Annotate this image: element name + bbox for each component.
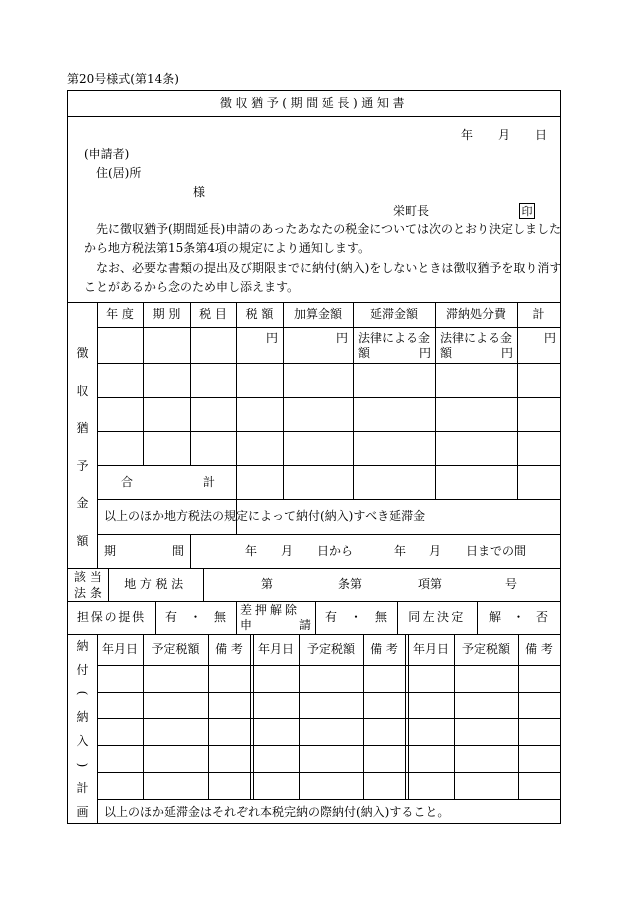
applicant-label: (申請者) [84,147,130,161]
law-name: 地方税法 [124,576,187,591]
period-to-year: 年 [394,544,407,558]
divider [68,116,560,117]
notice-form [67,90,561,824]
address-label: 住(居)所 [96,166,142,180]
total-label: 計 [203,475,216,489]
decision-options: 解 ・ 否 [489,609,548,624]
plan-col-amount: 予定税額 [306,641,355,656]
col-tax-item: 税 目 [199,306,227,321]
legal-note: 法律による金 [440,331,513,345]
plan-col-amount: 予定税額 [461,641,510,656]
form-title: 徴収猶予(期間延長)通知書 [219,96,409,111]
plan-col-remarks: 備 考 [370,641,398,656]
period-from-year: 年 [245,544,258,558]
form-number: 第20号様式(第14条) [67,72,179,86]
legal-note: 法律による金 [358,331,431,345]
plan-col-date: 年月日 [101,641,138,656]
col-period: 期 別 [152,306,181,321]
honorific-sama: 様 [193,185,206,199]
law-number: 号 [505,577,518,591]
period-from-day: 日から [317,544,354,558]
col-additional: 加算金額 [293,306,342,321]
seizure-release-bottom-left: 申 [240,618,253,632]
date-day: 日 [535,128,548,142]
legal-note: 額 [440,346,453,360]
period-from-month: 月 [281,544,294,558]
law-paragraph: 条第 [338,577,363,591]
date-month: 月 [498,128,511,142]
collateral-label: 担保の提供 [76,609,146,624]
law-article: 第 [261,577,274,591]
paragraph2-line1: なお、必要な書類の提出及び期限までに納付(納入)をしないときは徴収猶予を取り消す [96,261,562,275]
col-fiscal-year: 年 度 [106,306,134,321]
law-label-bottom: 法 条 [74,586,102,600]
unit-yen: 円 [544,331,557,345]
date-year: 年 [461,128,474,142]
plan-col-remarks: 備 考 [525,641,553,656]
unit-yen: 円 [266,331,279,345]
plan-col-date: 年月日 [257,641,294,656]
mayor-title: 栄町長 [393,204,430,218]
plan-col-remarks: 備 考 [215,641,243,656]
law-item: 項第 [418,577,443,591]
unit-yen: 円 [336,331,349,345]
seizure-release-top: 差押解除 [240,603,301,617]
payment-footer-note: 以上のほか延滞金はそれぞれ本税完納の際納付(納入)すること。 [104,805,450,819]
paragraph1-line2: から地方税法第15条第4項の規定により通知します。 [84,241,370,255]
plan-col-amount: 予定税額 [151,641,200,656]
period-to-day: 日までの間 [466,544,527,558]
delinquency-note: 以上のほか地方税法の規定によって納付(納入)すべき延滞金 [104,509,426,523]
col-disposition-fee: 滞納処分費 [445,306,506,321]
seizure-options: 有 ・ 無 [325,609,387,624]
unit-yen: 円 [501,346,514,360]
amount-side-label: 徴 収 猶 予 金 額 [76,346,89,548]
seizure-release-bottom-right: 請 [299,618,312,632]
period-to-month: 月 [429,544,442,558]
plan-col-date: 年月日 [412,641,449,656]
total-label: 合 [121,475,134,489]
legal-note: 額 [358,346,371,360]
paragraph2-line2: ことがあるから念のため申し添えます。 [84,280,300,294]
payment-plan-side-label: 納 付 ( 納 入 ) 計 画 [75,639,90,819]
decision-label: 同左決定 [408,609,466,624]
law-label-top: 該 当 [74,570,102,584]
unit-yen: 円 [419,346,432,360]
seal-mark: 印 [519,203,535,219]
col-total: 計 [532,306,545,321]
collateral-options: 有 ・ 無 [165,609,226,624]
period-label-b: 間 [172,544,185,558]
col-delinquency: 延滞金額 [369,306,418,321]
paragraph1-line1: 先に徴収猶予(期間延長)申請のあったあなたの税金については次のとおり決定しました [96,222,562,236]
col-tax-amount: 税 額 [245,306,274,321]
period-label-a: 期 [104,544,117,558]
